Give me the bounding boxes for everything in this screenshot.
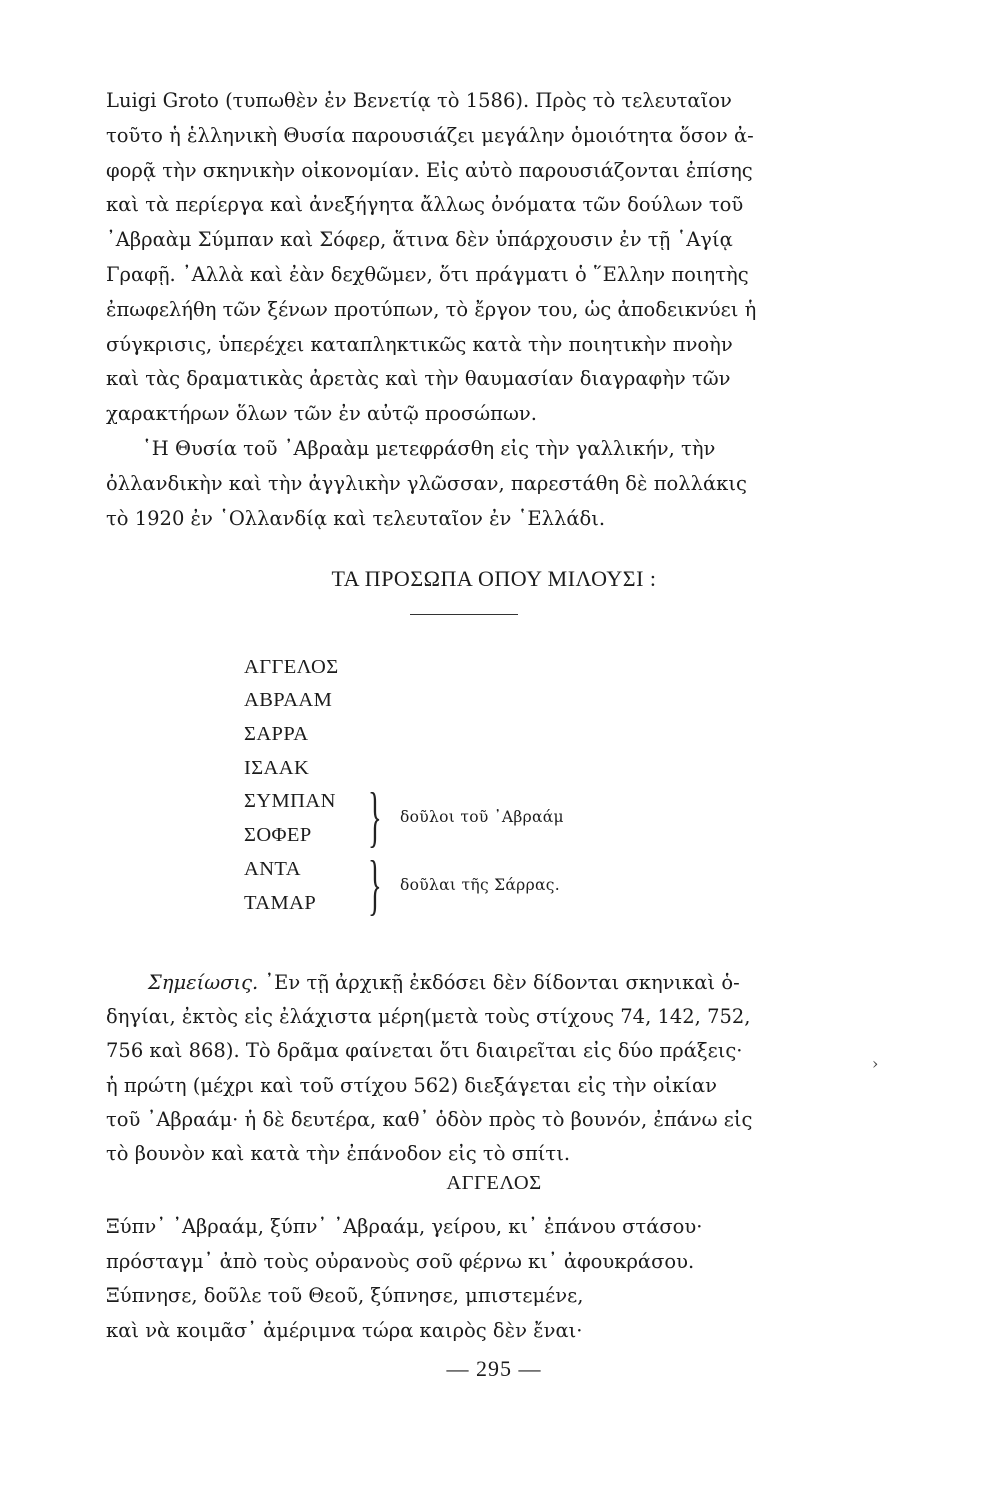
verse-line: Ξύπν᾿ ᾿Αβραάμ, ξύπν᾿ ᾿Αβραάμ, γείρου, κι᾿ ἐπάνου στάσου· bbox=[106, 1215, 703, 1238]
cast-name: ΣΑΡΡΑ bbox=[244, 723, 309, 745]
page-number: — 295 — bbox=[446, 1356, 542, 1381]
note-paragraph bbox=[106, 966, 854, 1171]
text-line bbox=[106, 966, 854, 1000]
speaker-name: ΑΓΓΕΛΟΣ bbox=[446, 1172, 542, 1194]
text-line: ῾Η Θυσία τοῦ ᾿Αβραὰμ μετεφράσθη εἰς τὴν γαλλικήν, τὴν bbox=[142, 436, 716, 460]
text-line: τὸ 1920 ἐν ῾Ολλανδίᾳ καὶ τελευταῖον ἐν ῾Ελλάδι. bbox=[106, 506, 606, 530]
text-line: τοῦτο ἡ ἑλληνικὴ Θυσία παρουσιάζει μεγάλην ὁμοιότητα ὅσον ἀ- bbox=[106, 123, 754, 147]
cast-name: ΑΓΓΕΛΟΣ bbox=[244, 656, 339, 678]
cast-name: ΑΝΤΑ bbox=[244, 858, 301, 880]
note-text: ᾿Εν τῇ ἀρχικῇ ἐκδόσει δὲν δίδονται σκηνικαὶ ὁ- bbox=[258, 971, 740, 994]
text-line: καὶ τὰς δραματικὰς ἀρετὰς καὶ τὴν θαυμασίαν διαγραφὴν τῶν bbox=[106, 367, 731, 391]
text-line: καὶ τὰ περίεργα καὶ ἀνεξήγητα ἄλλως ὀνόματα τῶν δούλων τοῦ bbox=[106, 193, 744, 217]
verse-line: πρόσταγμ᾿ ἀπὸ τοὺς οὐρανοὺς σοῦ φέρνω κι᾿ ἀφουκράσου. bbox=[106, 1249, 695, 1273]
cast-heading: ΤΑ ΠΡΟΣΩΠΑ ΟΠΟΥ ΜΙΛΟΥΣΙ : bbox=[331, 566, 657, 591]
servants-sarra-note: δοῦλαι τῆς Σάρρας. bbox=[400, 876, 560, 894]
verse-line: καὶ νὰ κοιμᾶσ᾿ ἀμέριμνα τώρα καιρὸς δὲν ἔναι· bbox=[106, 1318, 583, 1342]
text-line: 756 καὶ 868). Τὸ δρᾶμα φαίνεται ὅτι διαιρεῖται εἰς δύο πράξεις· bbox=[106, 1039, 743, 1063]
cast-name: ΙΣΑΑΚ bbox=[244, 757, 310, 779]
text-line: ᾿Αβραὰμ Σύμπαν καὶ Σόφερ, ἅτινα δὲν ὑπάρχουσιν ἐν τῇ ῾Αγίᾳ bbox=[106, 228, 733, 252]
text-line: τοῦ ᾿Αβραάμ· ἡ δὲ δευτέρα, καθ᾿ ὁδὸν πρὸς τὸ βουνόν, ἐπάνω εἰς bbox=[106, 1107, 753, 1131]
text-line: ὀλλανδικὴν καὶ τὴν ἀγγλικὴν γλῶσσαν, παρεστάθη δὲ πολλάκις bbox=[106, 471, 747, 495]
text-line: Γραφῇ. ᾿Αλλὰ καὶ ἐὰν δεχθῶμεν, ὅτι πράγματι ὁ ῞Ελλην ποιητὴς bbox=[106, 262, 749, 286]
cast-name: ΑΒΡΑΑΜ bbox=[244, 689, 333, 711]
text-line: Luigi Groto (τυπωθὲν ἐν Βενετίᾳ τὸ 1586). Πρὸς τὸ τελευταῖον bbox=[106, 89, 732, 112]
brace-icon: } bbox=[368, 846, 382, 922]
text-line: σύγκρισις, ὑπερέχει καταπληκτικῶς κατὰ τὴν ποιητικὴν πνοὴν bbox=[106, 332, 733, 356]
verse-block bbox=[106, 1210, 866, 1348]
note-label: Σημείωσις. bbox=[148, 971, 259, 994]
text-line: χαρακτήρων ὅλων τῶν ἐν αὐτῷ προσώπων. bbox=[106, 402, 537, 426]
text-line: ἐπωφελήθη τῶν ξένων προτύπων, τὸ ἔργον του, ὡς ἀποδεικνύει ἡ bbox=[106, 297, 757, 321]
text-line: ἡ πρώτη (μέχρι καὶ τοῦ στίχου 562) διεξάγεται εἰς τὴν οἰκίαν bbox=[106, 1073, 717, 1097]
margin-mark: › bbox=[872, 1054, 879, 1073]
verse-line: Ξύπνησε, δοῦλε τοῦ Θεοῦ, ξύπνησε, μπιστεμένε, bbox=[106, 1284, 584, 1307]
intro-paragraph bbox=[106, 84, 850, 536]
cast-name: ΣΥΜΠΑΝ bbox=[244, 790, 336, 812]
text-line: τὸ βουνὸν καὶ κατὰ τὴν ἐπάνοδον εἰς τὸ σπίτι. bbox=[106, 1142, 571, 1166]
brace-icon: } bbox=[368, 778, 382, 854]
cast-name: ΤΑΜΑΡ bbox=[244, 892, 317, 914]
servants-abraham-note: δοῦλοι τοῦ ᾿Αβραάμ bbox=[400, 808, 564, 826]
cast-name: ΣΟΦΕΡ bbox=[244, 824, 312, 846]
text-line: φορᾷ τὴν σκηνικὴν οἰκονομίαν. Εἰς αὐτὸ παρουσιάζονται ἐπίσης bbox=[106, 158, 753, 182]
text-line: δηγίαι, ἐκτὸς εἰς ἐλάχιστα μέρη(μετὰ τοὺς στίχους 74, 142, 752, bbox=[106, 1005, 751, 1029]
divider bbox=[410, 614, 518, 615]
